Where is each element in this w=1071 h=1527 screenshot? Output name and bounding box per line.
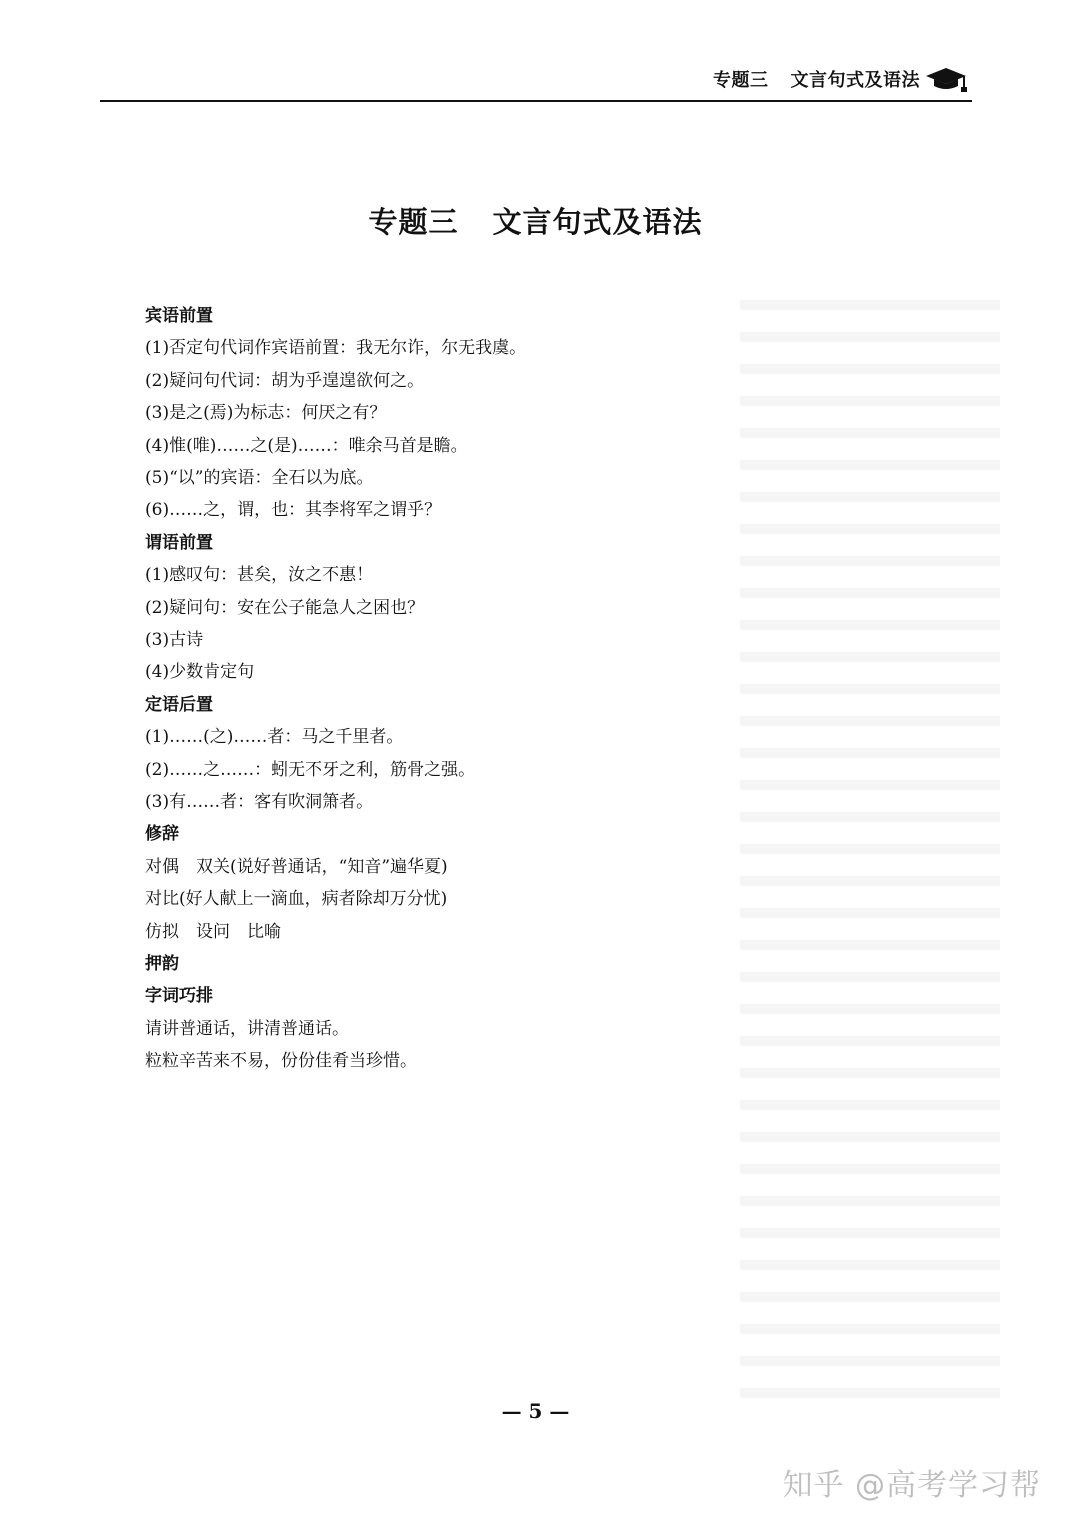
show-through-text (740, 300, 1000, 1400)
body-line: (4)惟(唯)……之(是)……：唯余马首是瞻。 (145, 435, 468, 456)
body-line: (3)有……者：客有吹洞箫者。 (145, 792, 374, 812)
graduation-cap-icon (924, 64, 972, 94)
body-line: (2)……之……：蚓无不牙之利，筋骨之强。 (145, 759, 476, 780)
body-line: 对偶 双关(说好普通话，“知音”遍华夏) (145, 856, 448, 877)
section-heading: 宾语前置 (145, 306, 213, 326)
body-line: (2)疑问句：安在公子能急人之困也？ (145, 597, 425, 618)
page-number: — 5 — (501, 1399, 570, 1423)
title-topic: 专题三 (368, 205, 459, 239)
section-heading: 定语后置 (145, 694, 213, 715)
body-line: (4)少数肯定句 (145, 662, 255, 683)
header-subject: 文言句式及语法 (790, 70, 920, 91)
title-subject: 文言句式及语法 (492, 205, 703, 239)
running-header (100, 62, 972, 102)
section-heading: 字词巧排 (145, 986, 213, 1007)
body-line: (5)“以”的宾语：全石以为底。 (145, 468, 374, 488)
body-line: (3)古诗 (145, 630, 204, 650)
watermark: 知乎 @高考学习帮 (782, 1468, 1041, 1503)
running-header-text (713, 66, 920, 92)
body-line: (1)感叹句：甚矣，汝之不惠！ (145, 565, 374, 586)
body-line: 请讲普通话，讲清普通话。 (145, 1018, 349, 1039)
body-line: 对比(好人献上一滴血，病者除却万分忧) (145, 889, 448, 910)
body-line: (1)否定句代词作宾语前置：我无尔诈，尔无我虞。 (145, 338, 527, 359)
section-heading: 修辞 (145, 824, 179, 845)
section-heading: 谓语前置 (145, 532, 213, 553)
body-line: (3)是之(焉)为标志：何厌之有？ (145, 403, 387, 424)
header-topic: 专题三 (713, 70, 769, 91)
body-line: 仿拟 设问 比喻 (145, 921, 281, 942)
body-line: (6)……之，谓，也：其李将军之谓乎？ (145, 500, 442, 521)
body-line: 粒粒辛苦来不易，份份佳肴当珍惜。 (145, 1051, 417, 1072)
body-line: (1)……(之)……者：马之千里者。 (145, 727, 404, 748)
page-title (0, 200, 1071, 241)
body-line: (2)疑问句代词：胡为乎遑遑欲何之。 (145, 370, 425, 391)
section-heading: 押韵 (145, 954, 179, 974)
header-rule (100, 100, 972, 102)
